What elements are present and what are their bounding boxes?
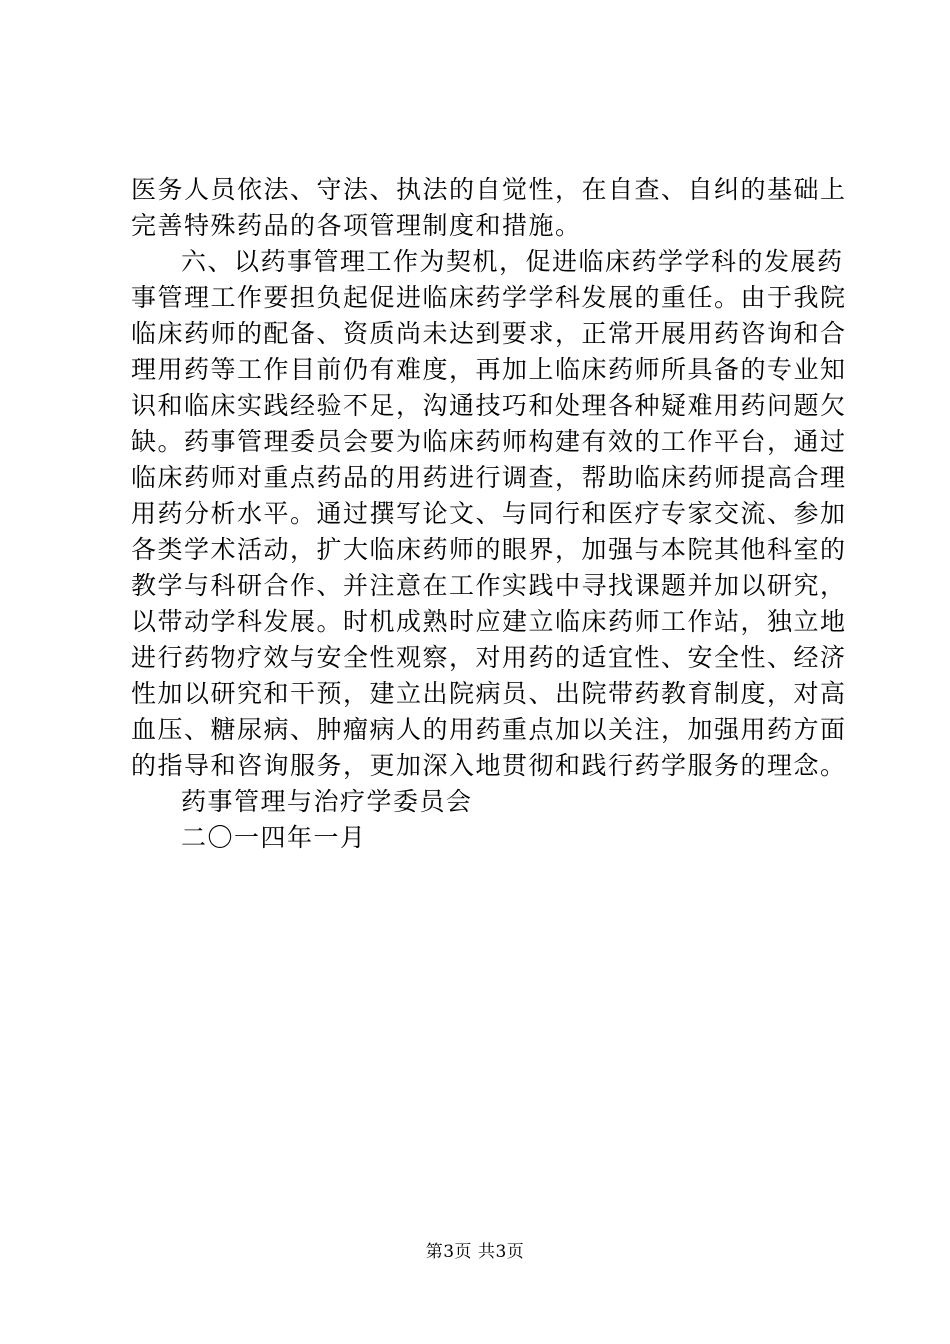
- text-line: 识和临床实践经验不足，沟通技巧和处理各种疑难用药问题欠: [131, 391, 847, 420]
- text-line: 事管理工作要担负起促进临床药学学科发展的重任。由于我院: [131, 283, 847, 312]
- text-line: 的指导和咨询服务，更加深入地贯彻和践行药学服务的理念。: [131, 751, 847, 780]
- text-line: 完善特殊药品的各项管理制度和措施。: [131, 211, 582, 240]
- text-line: 六、以药事管理工作为契机，促进临床药学学科的发展药: [181, 247, 844, 276]
- text-line: 临床药师对重点药品的用药进行调查，帮助临床药师提高合理: [131, 463, 847, 492]
- text-line: 各类学术活动，扩大临床药师的眼界，加强与本院其他科室的: [131, 535, 847, 564]
- text-line: 教学与科研合作、并注意在工作实践中寻找课题并加以研究，: [131, 571, 847, 600]
- text-line: 医务人员依法、守法、执法的自觉性，在自查、自纠的基础上: [131, 175, 847, 204]
- text-line: 药事管理与治疗学委员会: [181, 787, 473, 816]
- text-line: 二〇一四年一月: [181, 823, 367, 852]
- text-line: 以带动学科发展。时机成熟时应建立临床药师工作站，独立地: [131, 607, 847, 636]
- text-line: 性加以研究和干预，建立出院病员、出院带药教育制度，对高: [131, 679, 847, 708]
- text-line: 理用药等工作目前仍有难度，再加上临床药师所具备的专业知: [131, 355, 847, 384]
- text-line: 血压、糖尿病、肿瘤病人的用药重点加以关注，加强用药方面: [131, 715, 847, 744]
- text-line: 临床药师的配备、资质尚未达到要求，正常开展用药咨询和合: [131, 319, 847, 348]
- text-line: 进行药物疗效与安全性观察，对用药的适宜性、安全性、经济: [131, 643, 847, 672]
- text-line: 缺。药事管理委员会要为临床药师构建有效的工作平台，通过: [131, 427, 847, 456]
- text-line: 用药分析水平。通过撰写论文、与同行和医疗专家交流、参加: [131, 499, 847, 528]
- document-body: [131, 172, 847, 856]
- page-footer: 第3页 共3页: [425, 1242, 525, 1262]
